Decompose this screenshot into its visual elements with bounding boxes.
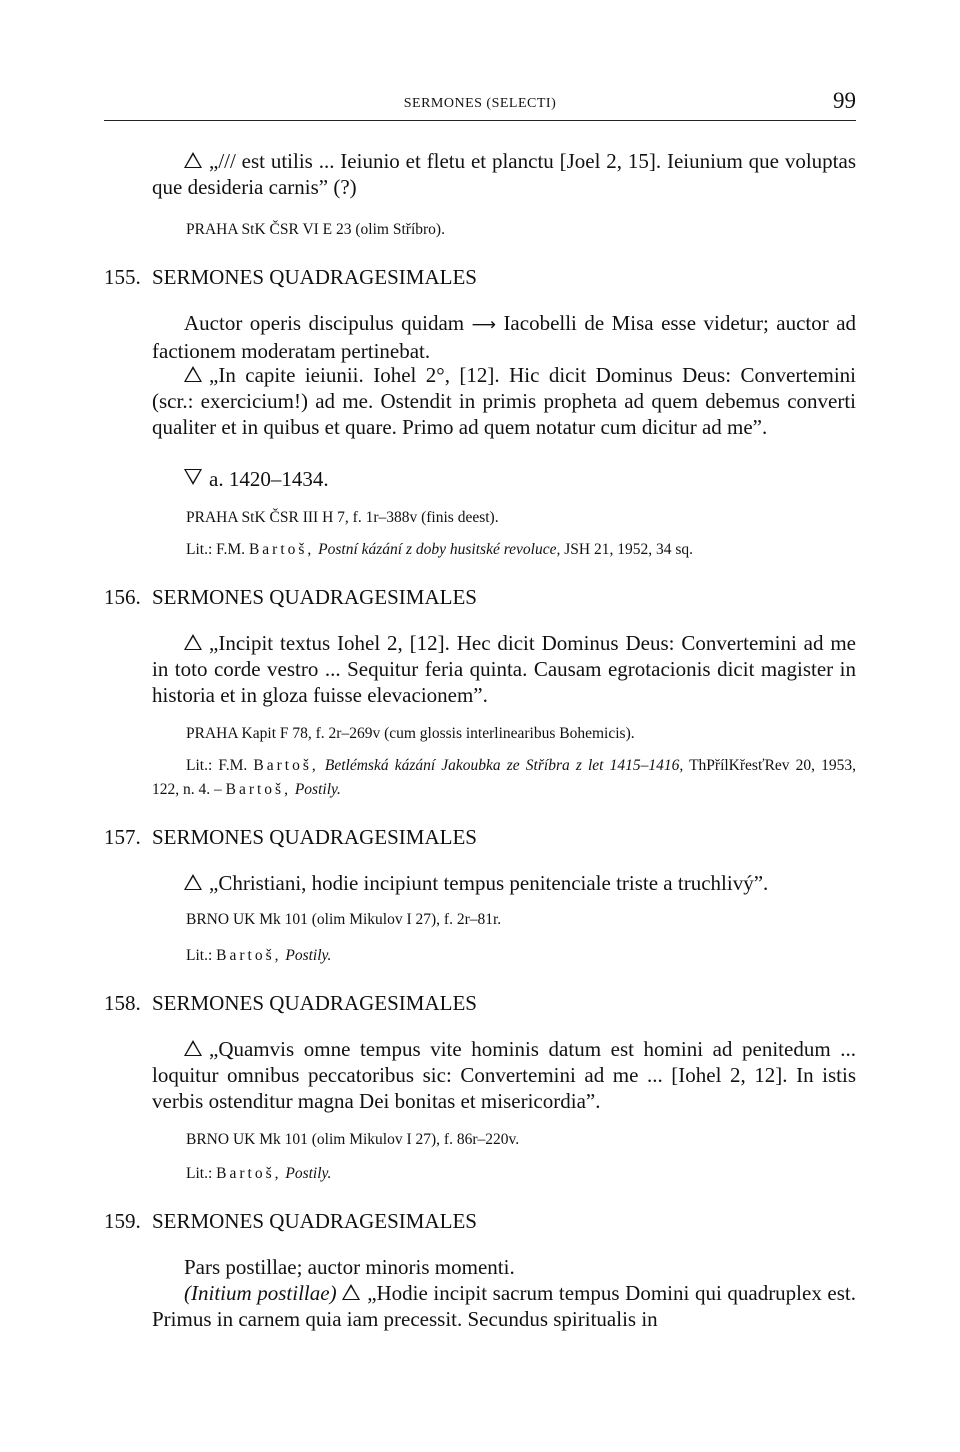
entry-157-manuscript: BRNO UK Mk 101 (olim Mikulov I 27), f. 2r–81r. <box>186 911 502 928</box>
literature-title: Postily. <box>294 781 341 798</box>
running-title: SERMONES (SELECTI) <box>403 96 557 111</box>
literature-title: Betlémská kázání Jakoubka ze Stříbra z let 1415–1416, <box>324 757 684 774</box>
entry-number: 155. <box>104 265 141 289</box>
entry-155-date: a. 1420–1434. <box>152 466 856 492</box>
entry-number: 158. <box>104 991 141 1015</box>
top-entry-incipit: „/// est utilis ... Ieiunio et fletu et planctu [Joel 2, 15]. Ieiunium que voluptas que desideria carnis” (?) <box>152 149 856 199</box>
entry-159-incipit: (Initium postillae) „Hodie incipit sacrum tempus Domini qui quadruplex est. Primus in carnem quia iam precessit. Secundus spiritualis in <box>152 1281 857 1331</box>
explicit-triangle-icon <box>184 469 202 485</box>
entry-156-literature: Lit.: F.M. Bartoš, Betlémská kázání Jakoubka ze Stříbra z let 1415–1416, ThPřílKřesťRev 20, 1953, 122, n. 4. – Bartoš, Postily. <box>152 757 857 798</box>
entry-number: 159. <box>104 1209 141 1233</box>
entry-156-incipit: „Incipit textus Iohel 2, [12]. Hec dicit Dominus Deus: Convertemini ad me in toto corde vestro ... Sequitur feria quinta. Causam egrotacionis dicit magister in historia et in gloza fuisse elevacionem”. <box>152 631 856 707</box>
incipit-triangle-icon <box>184 366 202 382</box>
entry-158-heading <box>104 990 856 1016</box>
literature-title: Postily. <box>285 947 332 964</box>
literature-title: Postily. <box>285 1165 332 1182</box>
incipit-triangle-icon <box>184 874 202 890</box>
incipit-triangle-icon <box>184 634 202 650</box>
entry-157-incipit: „Christiani, hodie incipiunt tempus penitenciale triste a truchlivý”. <box>152 870 856 896</box>
entry-title: SERMONES QUADRAGESIMALES <box>152 825 477 849</box>
entry-159-heading <box>104 1208 856 1234</box>
header-rule <box>104 120 856 121</box>
entry-155-manuscript: PRAHA StK ČSR III H 7, f. 1r–388v (finis deest). <box>186 509 499 526</box>
literature-author: Bartoš, <box>216 1165 282 1182</box>
entry-157-heading <box>104 824 856 850</box>
entry-158-literature: Lit.: Bartoš, Postily. <box>186 1165 332 1182</box>
entry-158-manuscript: BRNO UK Mk 101 (olim Mikulov I 27), f. 86r–220v. <box>186 1131 520 1148</box>
entry-156-manuscript: PRAHA Kapit F 78, f. 2r–269v (cum glossis interlinearibus Bohemicis). <box>186 725 635 742</box>
entry-158-incipit: „Quamvis omne tempus vite hominis datum est homini ad penitedum ... loquitur omnibus peccatoribus sic: Convertemini ad me ... [Iohel 2, 12]. In istis verbis ostenditur magna Dei bonitas et misericordia”. <box>152 1037 856 1113</box>
entry-title: SERMONES QUADRAGESIMALES <box>152 991 477 1015</box>
entry-155-literature: Lit.: F.M. Bartoš, Postní kázání z doby husitské revoluce, JSH 21, 1952, 34 sq. <box>186 541 694 558</box>
literature-author: Bartoš, <box>225 781 291 798</box>
entry-title: SERMONES QUADRAGESIMALES <box>152 1209 477 1233</box>
entry-155-note: Auctor operis discipulus quidam ⟶ Iacobelli de Misa esse videtur; auctor ad factionem moderatam pertinebat. <box>152 311 857 363</box>
entry-number: 157. <box>104 825 141 849</box>
literature-author: Bartoš, <box>248 541 315 558</box>
entry-number: 156. <box>104 585 141 609</box>
entry-156-heading <box>104 584 856 610</box>
entry-title: SERMONES QUADRAGESIMALES <box>152 265 477 289</box>
entry-title: SERMONES QUADRAGESIMALES <box>152 585 477 609</box>
page-number: 99 <box>833 88 856 113</box>
literature-author: Bartoš, <box>253 757 319 774</box>
running-header <box>104 88 856 122</box>
entry-159-note: Pars postillae; auctor minoris momenti. <box>184 1255 515 1279</box>
entry-155-incipit: „In capite ieiunii. Iohel 2°, [12]. Hic dicit Dominus Deus: Convertemini (scr.: exercicium!) ad me. Ostendit in primis propheta ad quem debemus converti qualiter et in quibus et quare. Primo ad quem notatur cum dicitur ad me”. <box>152 363 856 439</box>
entry-157-literature: Lit.: Bartoš, Postily. <box>186 947 332 964</box>
top-entry-manuscript: PRAHA StK ČSR VI E 23 (olim Stříbro). <box>186 221 445 238</box>
literature-title: Postní kázání z doby husitské revoluce, <box>318 541 561 558</box>
incipit-triangle-icon <box>184 1040 202 1056</box>
incipit-triangle-icon <box>184 152 202 168</box>
incipit-triangle-icon <box>342 1284 360 1300</box>
initium-label: (Initium postillae) <box>184 1281 337 1305</box>
cross-reference-arrow-icon: ⟶ <box>471 315 496 335</box>
literature-author: Bartoš, <box>216 947 282 964</box>
entry-155-heading <box>104 264 856 290</box>
